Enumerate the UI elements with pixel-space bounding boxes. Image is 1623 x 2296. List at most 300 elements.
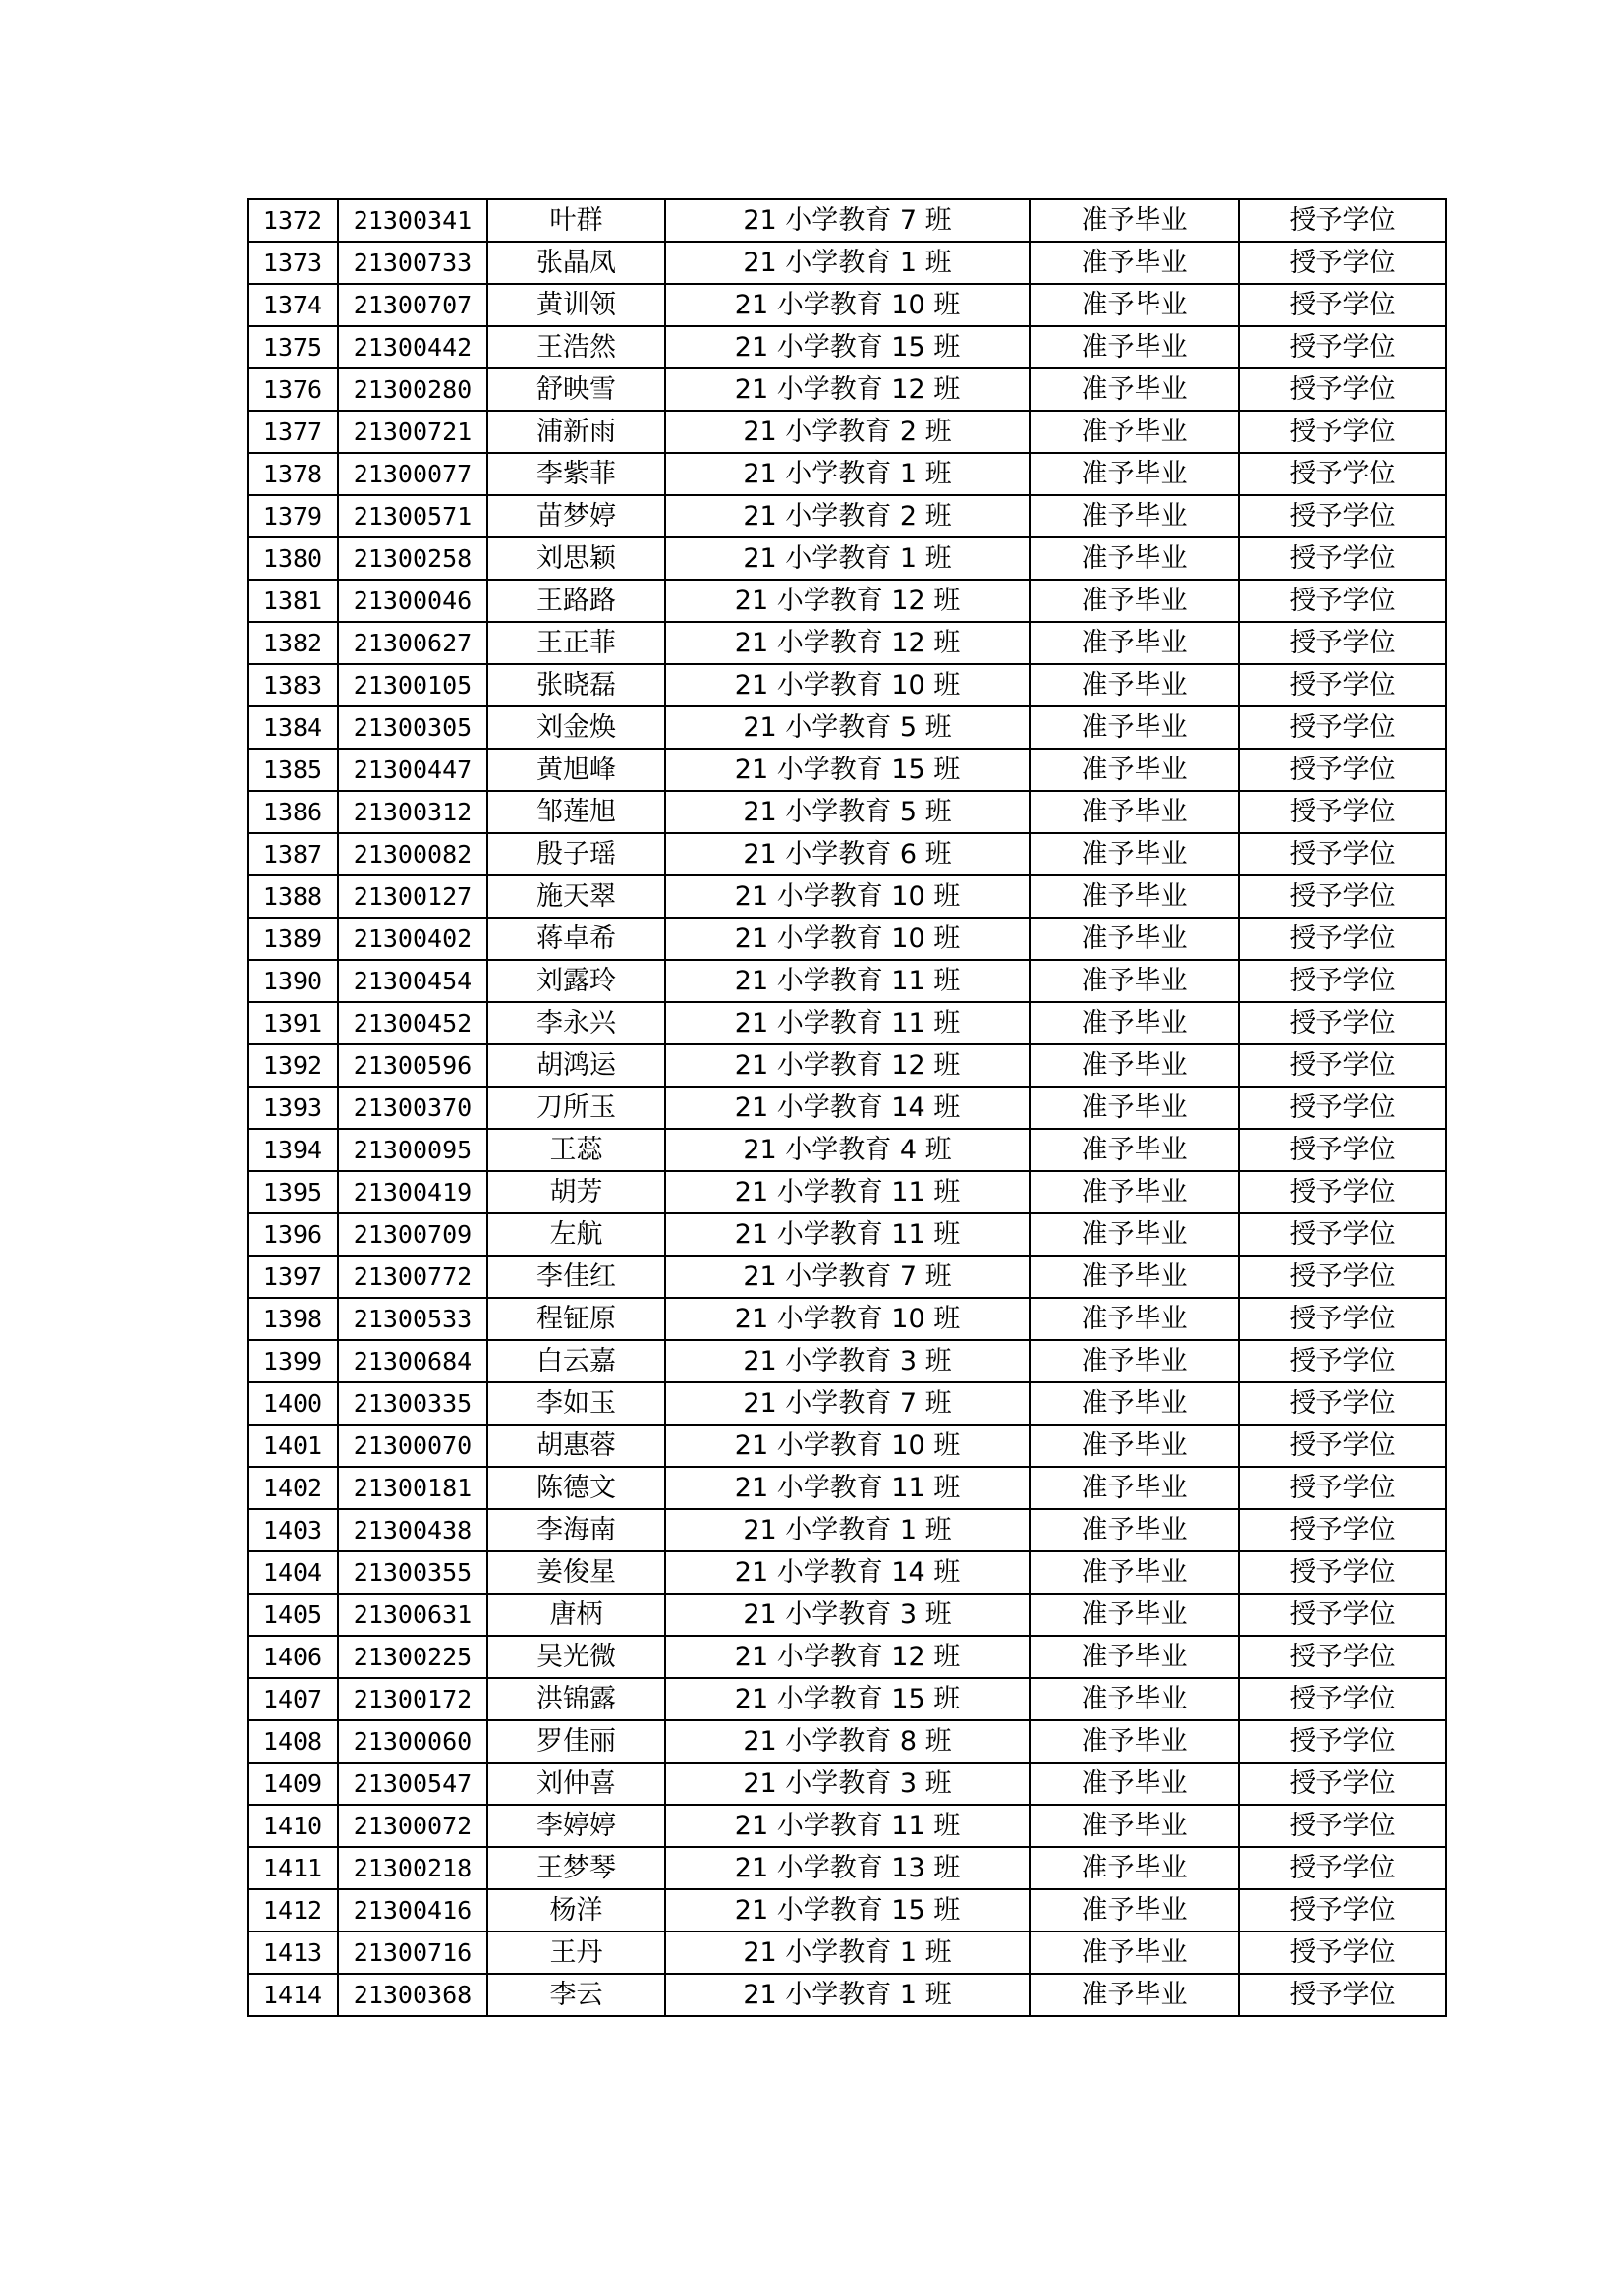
degree-status-cell: 授予学位 — [1239, 1678, 1446, 1720]
serial-number-cell: 1413 — [248, 1932, 338, 1974]
table-row — [248, 1763, 1446, 1805]
table-row — [248, 1213, 1446, 1256]
table-row — [248, 1509, 1446, 1551]
degree-status-cell: 授予学位 — [1239, 1425, 1446, 1467]
degree-status-cell: 授予学位 — [1239, 1382, 1446, 1425]
serial-number-cell: 1394 — [248, 1129, 338, 1171]
degree-status-cell: 授予学位 — [1239, 875, 1446, 918]
student-name-cell: 张晶凤 — [487, 242, 665, 284]
graduation-status-cell: 准予毕业 — [1030, 1425, 1239, 1467]
table-row — [248, 1298, 1446, 1340]
graduation-status-cell: 准予毕业 — [1030, 622, 1239, 664]
graduation-status-cell: 准予毕业 — [1030, 284, 1239, 326]
table-row — [248, 1720, 1446, 1763]
degree-status-cell: 授予学位 — [1239, 580, 1446, 622]
table-row — [248, 960, 1446, 1002]
class-cell: 21 小学教育 10 班 — [665, 1425, 1030, 1467]
student-name-cell: 李如玉 — [487, 1382, 665, 1425]
class-cell: 21 小学教育 2 班 — [665, 411, 1030, 453]
class-cell: 21 小学教育 7 班 — [665, 199, 1030, 242]
student-id-cell: 21300341 — [338, 199, 487, 242]
class-cell: 21 小学教育 12 班 — [665, 1044, 1030, 1087]
graduation-status-cell: 准予毕业 — [1030, 833, 1239, 875]
student-name-cell: 罗佳丽 — [487, 1720, 665, 1763]
table-row — [248, 1002, 1446, 1044]
degree-status-cell: 授予学位 — [1239, 622, 1446, 664]
serial-number-cell: 1382 — [248, 622, 338, 664]
student-name-cell: 程钲原 — [487, 1298, 665, 1340]
student-id-cell: 21300733 — [338, 242, 487, 284]
table-row — [248, 1425, 1446, 1467]
graduation-status-cell: 准予毕业 — [1030, 1002, 1239, 1044]
serial-number-cell: 1392 — [248, 1044, 338, 1087]
student-name-cell: 姜俊星 — [487, 1551, 665, 1594]
degree-status-cell: 授予学位 — [1239, 706, 1446, 749]
serial-number-cell: 1390 — [248, 960, 338, 1002]
class-cell: 21 小学教育 15 班 — [665, 1678, 1030, 1720]
class-cell: 21 小学教育 4 班 — [665, 1129, 1030, 1171]
table-row — [248, 537, 1446, 580]
class-cell: 21 小学教育 3 班 — [665, 1763, 1030, 1805]
student-id-cell: 21300627 — [338, 622, 487, 664]
serial-number-cell: 1393 — [248, 1087, 338, 1129]
serial-number-cell: 1386 — [248, 791, 338, 833]
graduation-status-cell: 准予毕业 — [1030, 1720, 1239, 1763]
student-id-cell: 21300072 — [338, 1805, 487, 1847]
student-name-cell: 李紫菲 — [487, 453, 665, 495]
class-cell: 21 小学教育 12 班 — [665, 1636, 1030, 1678]
class-cell: 21 小学教育 15 班 — [665, 326, 1030, 368]
student-id-cell: 21300312 — [338, 791, 487, 833]
student-id-cell: 21300684 — [338, 1340, 487, 1382]
class-cell: 21 小学教育 14 班 — [665, 1551, 1030, 1594]
serial-number-cell: 1404 — [248, 1551, 338, 1594]
graduation-status-cell: 准予毕业 — [1030, 1678, 1239, 1720]
student-name-cell: 杨洋 — [487, 1889, 665, 1932]
student-name-cell: 刘仲喜 — [487, 1763, 665, 1805]
graduation-status-cell: 准予毕业 — [1030, 453, 1239, 495]
graduation-status-cell: 准予毕业 — [1030, 1213, 1239, 1256]
student-name-cell: 李永兴 — [487, 1002, 665, 1044]
degree-status-cell: 授予学位 — [1239, 537, 1446, 580]
serial-number-cell: 1379 — [248, 495, 338, 537]
graduation-status-cell: 准予毕业 — [1030, 791, 1239, 833]
class-cell: 21 小学教育 1 班 — [665, 242, 1030, 284]
graduation-status-cell: 准予毕业 — [1030, 1974, 1239, 2016]
student-name-cell: 李云 — [487, 1974, 665, 2016]
class-cell: 21 小学教育 5 班 — [665, 706, 1030, 749]
student-id-cell: 21300631 — [338, 1594, 487, 1636]
graduation-status-cell: 准予毕业 — [1030, 960, 1239, 1002]
graduation-status-cell: 准予毕业 — [1030, 1044, 1239, 1087]
degree-status-cell: 授予学位 — [1239, 1002, 1446, 1044]
table-row — [248, 368, 1446, 411]
graduation-status-cell: 准予毕业 — [1030, 749, 1239, 791]
class-cell: 21 小学教育 14 班 — [665, 1087, 1030, 1129]
table-row — [248, 1467, 1446, 1509]
degree-status-cell: 授予学位 — [1239, 1763, 1446, 1805]
degree-status-cell: 授予学位 — [1239, 368, 1446, 411]
graduation-status-cell: 准予毕业 — [1030, 1256, 1239, 1298]
degree-status-cell: 授予学位 — [1239, 199, 1446, 242]
graduation-status-cell: 准予毕业 — [1030, 1636, 1239, 1678]
student-name-cell: 殷子瑶 — [487, 833, 665, 875]
student-id-cell: 21300416 — [338, 1889, 487, 1932]
class-cell: 21 小学教育 3 班 — [665, 1340, 1030, 1382]
student-id-cell: 21300709 — [338, 1213, 487, 1256]
degree-status-cell: 授予学位 — [1239, 1087, 1446, 1129]
serial-number-cell: 1383 — [248, 664, 338, 706]
degree-status-cell: 授予学位 — [1239, 749, 1446, 791]
degree-status-cell: 授予学位 — [1239, 1298, 1446, 1340]
student-id-cell: 21300547 — [338, 1763, 487, 1805]
class-cell: 21 小学教育 3 班 — [665, 1594, 1030, 1636]
student-id-cell: 21300305 — [338, 706, 487, 749]
serial-number-cell: 1381 — [248, 580, 338, 622]
table-row — [248, 1129, 1446, 1171]
class-cell: 21 小学教育 15 班 — [665, 1889, 1030, 1932]
degree-status-cell: 授予学位 — [1239, 1805, 1446, 1847]
class-cell: 21 小学教育 13 班 — [665, 1847, 1030, 1889]
table-row — [248, 833, 1446, 875]
table-row — [248, 1974, 1446, 2016]
student-id-cell: 21300172 — [338, 1678, 487, 1720]
table-row — [248, 1551, 1446, 1594]
class-cell: 21 小学教育 12 班 — [665, 580, 1030, 622]
degree-status-cell: 授予学位 — [1239, 1509, 1446, 1551]
graduation-status-cell: 准予毕业 — [1030, 495, 1239, 537]
student-id-cell: 21300447 — [338, 749, 487, 791]
class-cell: 21 小学教育 6 班 — [665, 833, 1030, 875]
student-name-cell: 黄训领 — [487, 284, 665, 326]
student-id-cell: 21300571 — [338, 495, 487, 537]
student-name-cell: 王丹 — [487, 1932, 665, 1974]
degree-status-cell: 授予学位 — [1239, 918, 1446, 960]
serial-number-cell: 1391 — [248, 1002, 338, 1044]
table-row — [248, 1932, 1446, 1974]
class-cell: 21 小学教育 10 班 — [665, 875, 1030, 918]
student-name-cell: 刘思颖 — [487, 537, 665, 580]
table-row — [248, 1805, 1446, 1847]
serial-number-cell: 1414 — [248, 1974, 338, 2016]
student-name-cell: 刀所玉 — [487, 1087, 665, 1129]
table-row — [248, 1636, 1446, 1678]
graduation-status-cell: 准予毕业 — [1030, 706, 1239, 749]
student-id-cell: 21300280 — [338, 368, 487, 411]
class-cell: 21 小学教育 2 班 — [665, 495, 1030, 537]
class-cell: 21 小学教育 12 班 — [665, 368, 1030, 411]
student-id-cell: 21300258 — [338, 537, 487, 580]
serial-number-cell: 1389 — [248, 918, 338, 960]
serial-number-cell: 1412 — [248, 1889, 338, 1932]
degree-status-cell: 授予学位 — [1239, 1932, 1446, 1974]
table-row — [248, 580, 1446, 622]
serial-number-cell: 1401 — [248, 1425, 338, 1467]
student-name-cell: 苗梦婷 — [487, 495, 665, 537]
graduation-roster-table — [247, 198, 1447, 2017]
serial-number-cell: 1380 — [248, 537, 338, 580]
table-row — [248, 1594, 1446, 1636]
degree-status-cell: 授予学位 — [1239, 1889, 1446, 1932]
student-id-cell: 21300442 — [338, 326, 487, 368]
student-name-cell: 叶群 — [487, 199, 665, 242]
student-id-cell: 21300454 — [338, 960, 487, 1002]
student-name-cell: 胡惠蓉 — [487, 1425, 665, 1467]
serial-number-cell: 1410 — [248, 1805, 338, 1847]
student-name-cell: 黄旭峰 — [487, 749, 665, 791]
student-name-cell: 李佳红 — [487, 1256, 665, 1298]
student-id-cell: 21300105 — [338, 664, 487, 706]
degree-status-cell: 授予学位 — [1239, 1171, 1446, 1213]
serial-number-cell: 1409 — [248, 1763, 338, 1805]
graduation-status-cell: 准予毕业 — [1030, 1087, 1239, 1129]
degree-status-cell: 授予学位 — [1239, 326, 1446, 368]
student-id-cell: 21300368 — [338, 1974, 487, 2016]
table-row — [248, 1847, 1446, 1889]
class-cell: 21 小学教育 1 班 — [665, 537, 1030, 580]
degree-status-cell: 授予学位 — [1239, 1044, 1446, 1087]
serial-number-cell: 1396 — [248, 1213, 338, 1256]
graduation-status-cell: 准予毕业 — [1030, 411, 1239, 453]
student-id-cell: 21300095 — [338, 1129, 487, 1171]
serial-number-cell: 1405 — [248, 1594, 338, 1636]
student-name-cell: 刘金焕 — [487, 706, 665, 749]
serial-number-cell: 1408 — [248, 1720, 338, 1763]
student-name-cell: 陈德文 — [487, 1467, 665, 1509]
table-row — [248, 199, 1446, 242]
table-row — [248, 411, 1446, 453]
graduation-status-cell: 准予毕业 — [1030, 1889, 1239, 1932]
serial-number-cell: 1376 — [248, 368, 338, 411]
table-row — [248, 791, 1446, 833]
class-cell: 21 小学教育 11 班 — [665, 960, 1030, 1002]
degree-status-cell: 授予学位 — [1239, 1720, 1446, 1763]
table-row — [248, 1340, 1446, 1382]
student-name-cell: 胡芳 — [487, 1171, 665, 1213]
graduation-status-cell: 准予毕业 — [1030, 1467, 1239, 1509]
serial-number-cell: 1384 — [248, 706, 338, 749]
student-name-cell: 李婷婷 — [487, 1805, 665, 1847]
graduation-status-cell: 准予毕业 — [1030, 1298, 1239, 1340]
student-name-cell: 舒映雪 — [487, 368, 665, 411]
serial-number-cell: 1385 — [248, 749, 338, 791]
table-row — [248, 326, 1446, 368]
graduation-status-cell: 准予毕业 — [1030, 1551, 1239, 1594]
student-name-cell: 李海南 — [487, 1509, 665, 1551]
student-name-cell: 胡鸿运 — [487, 1044, 665, 1087]
table-row — [248, 495, 1446, 537]
degree-status-cell: 授予学位 — [1239, 1974, 1446, 2016]
student-id-cell: 21300419 — [338, 1171, 487, 1213]
table-row — [248, 749, 1446, 791]
student-id-cell: 21300370 — [338, 1087, 487, 1129]
graduation-status-cell: 准予毕业 — [1030, 1340, 1239, 1382]
serial-number-cell: 1398 — [248, 1298, 338, 1340]
degree-status-cell: 授予学位 — [1239, 1847, 1446, 1889]
degree-status-cell: 授予学位 — [1239, 1340, 1446, 1382]
graduation-status-cell: 准予毕业 — [1030, 326, 1239, 368]
serial-number-cell: 1374 — [248, 284, 338, 326]
student-id-cell: 21300721 — [338, 411, 487, 453]
class-cell: 21 小学教育 1 班 — [665, 1932, 1030, 1974]
degree-status-cell: 授予学位 — [1239, 1467, 1446, 1509]
student-id-cell: 21300218 — [338, 1847, 487, 1889]
graduation-status-cell: 准予毕业 — [1030, 918, 1239, 960]
student-name-cell: 王蕊 — [487, 1129, 665, 1171]
class-cell: 21 小学教育 12 班 — [665, 622, 1030, 664]
student-id-cell: 21300438 — [338, 1509, 487, 1551]
degree-status-cell: 授予学位 — [1239, 833, 1446, 875]
serial-number-cell: 1407 — [248, 1678, 338, 1720]
degree-status-cell: 授予学位 — [1239, 1129, 1446, 1171]
student-name-cell: 王路路 — [487, 580, 665, 622]
student-name-cell: 洪锦露 — [487, 1678, 665, 1720]
graduation-status-cell: 准予毕业 — [1030, 1129, 1239, 1171]
student-id-cell: 21300181 — [338, 1467, 487, 1509]
roster-body — [248, 199, 1446, 2016]
graduation-status-cell: 准予毕业 — [1030, 368, 1239, 411]
degree-status-cell: 授予学位 — [1239, 791, 1446, 833]
table-row — [248, 622, 1446, 664]
student-name-cell: 蒋卓希 — [487, 918, 665, 960]
student-name-cell: 刘露玲 — [487, 960, 665, 1002]
class-cell: 21 小学教育 10 班 — [665, 664, 1030, 706]
student-id-cell: 21300772 — [338, 1256, 487, 1298]
class-cell: 21 小学教育 1 班 — [665, 453, 1030, 495]
serial-number-cell: 1378 — [248, 453, 338, 495]
table-row — [248, 706, 1446, 749]
graduation-status-cell: 准予毕业 — [1030, 1171, 1239, 1213]
student-name-cell: 张晓磊 — [487, 664, 665, 706]
student-id-cell: 21300707 — [338, 284, 487, 326]
table-row — [248, 1044, 1446, 1087]
degree-status-cell: 授予学位 — [1239, 1256, 1446, 1298]
serial-number-cell: 1395 — [248, 1171, 338, 1213]
student-name-cell: 施天翠 — [487, 875, 665, 918]
serial-number-cell: 1372 — [248, 199, 338, 242]
serial-number-cell: 1400 — [248, 1382, 338, 1425]
serial-number-cell: 1403 — [248, 1509, 338, 1551]
table-row — [248, 664, 1446, 706]
student-name-cell: 浦新雨 — [487, 411, 665, 453]
table-row — [248, 1678, 1446, 1720]
student-id-cell: 21300082 — [338, 833, 487, 875]
serial-number-cell: 1397 — [248, 1256, 338, 1298]
class-cell: 21 小学教育 15 班 — [665, 749, 1030, 791]
table-row — [248, 453, 1446, 495]
table-row — [248, 1889, 1446, 1932]
student-id-cell: 21300225 — [338, 1636, 487, 1678]
student-name-cell: 王梦琴 — [487, 1847, 665, 1889]
serial-number-cell: 1399 — [248, 1340, 338, 1382]
student-id-cell: 21300077 — [338, 453, 487, 495]
class-cell: 21 小学教育 11 班 — [665, 1213, 1030, 1256]
serial-number-cell: 1402 — [248, 1467, 338, 1509]
class-cell: 21 小学教育 11 班 — [665, 1171, 1030, 1213]
graduation-status-cell: 准予毕业 — [1030, 1932, 1239, 1974]
serial-number-cell: 1373 — [248, 242, 338, 284]
graduation-status-cell: 准予毕业 — [1030, 537, 1239, 580]
graduation-status-cell: 准予毕业 — [1030, 1594, 1239, 1636]
student-id-cell: 21300533 — [338, 1298, 487, 1340]
class-cell: 21 小学教育 11 班 — [665, 1805, 1030, 1847]
student-name-cell: 王正菲 — [487, 622, 665, 664]
class-cell: 21 小学教育 8 班 — [665, 1720, 1030, 1763]
class-cell: 21 小学教育 10 班 — [665, 918, 1030, 960]
student-id-cell: 21300716 — [338, 1932, 487, 1974]
degree-status-cell: 授予学位 — [1239, 960, 1446, 1002]
table-row — [248, 242, 1446, 284]
table-row — [248, 284, 1446, 326]
student-id-cell: 21300402 — [338, 918, 487, 960]
degree-status-cell: 授予学位 — [1239, 664, 1446, 706]
class-cell: 21 小学教育 1 班 — [665, 1974, 1030, 2016]
degree-status-cell: 授予学位 — [1239, 1551, 1446, 1594]
graduation-status-cell: 准予毕业 — [1030, 199, 1239, 242]
graduation-status-cell: 准予毕业 — [1030, 242, 1239, 284]
graduation-status-cell: 准予毕业 — [1030, 1382, 1239, 1425]
table-row — [248, 918, 1446, 960]
degree-status-cell: 授予学位 — [1239, 1213, 1446, 1256]
degree-status-cell: 授予学位 — [1239, 411, 1446, 453]
graduation-status-cell: 准予毕业 — [1030, 1763, 1239, 1805]
class-cell: 21 小学教育 7 班 — [665, 1256, 1030, 1298]
class-cell: 21 小学教育 10 班 — [665, 1298, 1030, 1340]
serial-number-cell: 1377 — [248, 411, 338, 453]
student-id-cell: 21300060 — [338, 1720, 487, 1763]
degree-status-cell: 授予学位 — [1239, 1594, 1446, 1636]
student-id-cell: 21300335 — [338, 1382, 487, 1425]
serial-number-cell: 1406 — [248, 1636, 338, 1678]
table-row — [248, 1171, 1446, 1213]
table-row — [248, 875, 1446, 918]
student-id-cell: 21300596 — [338, 1044, 487, 1087]
student-name-cell: 左航 — [487, 1213, 665, 1256]
class-cell: 21 小学教育 1 班 — [665, 1509, 1030, 1551]
degree-status-cell: 授予学位 — [1239, 242, 1446, 284]
student-id-cell: 21300355 — [338, 1551, 487, 1594]
class-cell: 21 小学教育 7 班 — [665, 1382, 1030, 1425]
graduation-status-cell: 准予毕业 — [1030, 875, 1239, 918]
degree-status-cell: 授予学位 — [1239, 284, 1446, 326]
class-cell: 21 小学教育 5 班 — [665, 791, 1030, 833]
student-id-cell: 21300452 — [338, 1002, 487, 1044]
student-id-cell: 21300046 — [338, 580, 487, 622]
student-name-cell: 吴光微 — [487, 1636, 665, 1678]
serial-number-cell: 1375 — [248, 326, 338, 368]
degree-status-cell: 授予学位 — [1239, 495, 1446, 537]
graduation-status-cell: 准予毕业 — [1030, 1805, 1239, 1847]
table-row — [248, 1087, 1446, 1129]
graduation-status-cell: 准予毕业 — [1030, 664, 1239, 706]
class-cell: 21 小学教育 10 班 — [665, 284, 1030, 326]
table-row — [248, 1382, 1446, 1425]
graduation-status-cell: 准予毕业 — [1030, 580, 1239, 622]
class-cell: 21 小学教育 11 班 — [665, 1002, 1030, 1044]
student-id-cell: 21300127 — [338, 875, 487, 918]
student-name-cell: 白云嘉 — [487, 1340, 665, 1382]
serial-number-cell: 1387 — [248, 833, 338, 875]
serial-number-cell: 1411 — [248, 1847, 338, 1889]
student-name-cell: 王浩然 — [487, 326, 665, 368]
serial-number-cell: 1388 — [248, 875, 338, 918]
graduation-status-cell: 准予毕业 — [1030, 1509, 1239, 1551]
student-name-cell: 邹莲旭 — [487, 791, 665, 833]
student-id-cell: 21300070 — [338, 1425, 487, 1467]
graduation-status-cell: 准予毕业 — [1030, 1847, 1239, 1889]
class-cell: 21 小学教育 11 班 — [665, 1467, 1030, 1509]
degree-status-cell: 授予学位 — [1239, 1636, 1446, 1678]
